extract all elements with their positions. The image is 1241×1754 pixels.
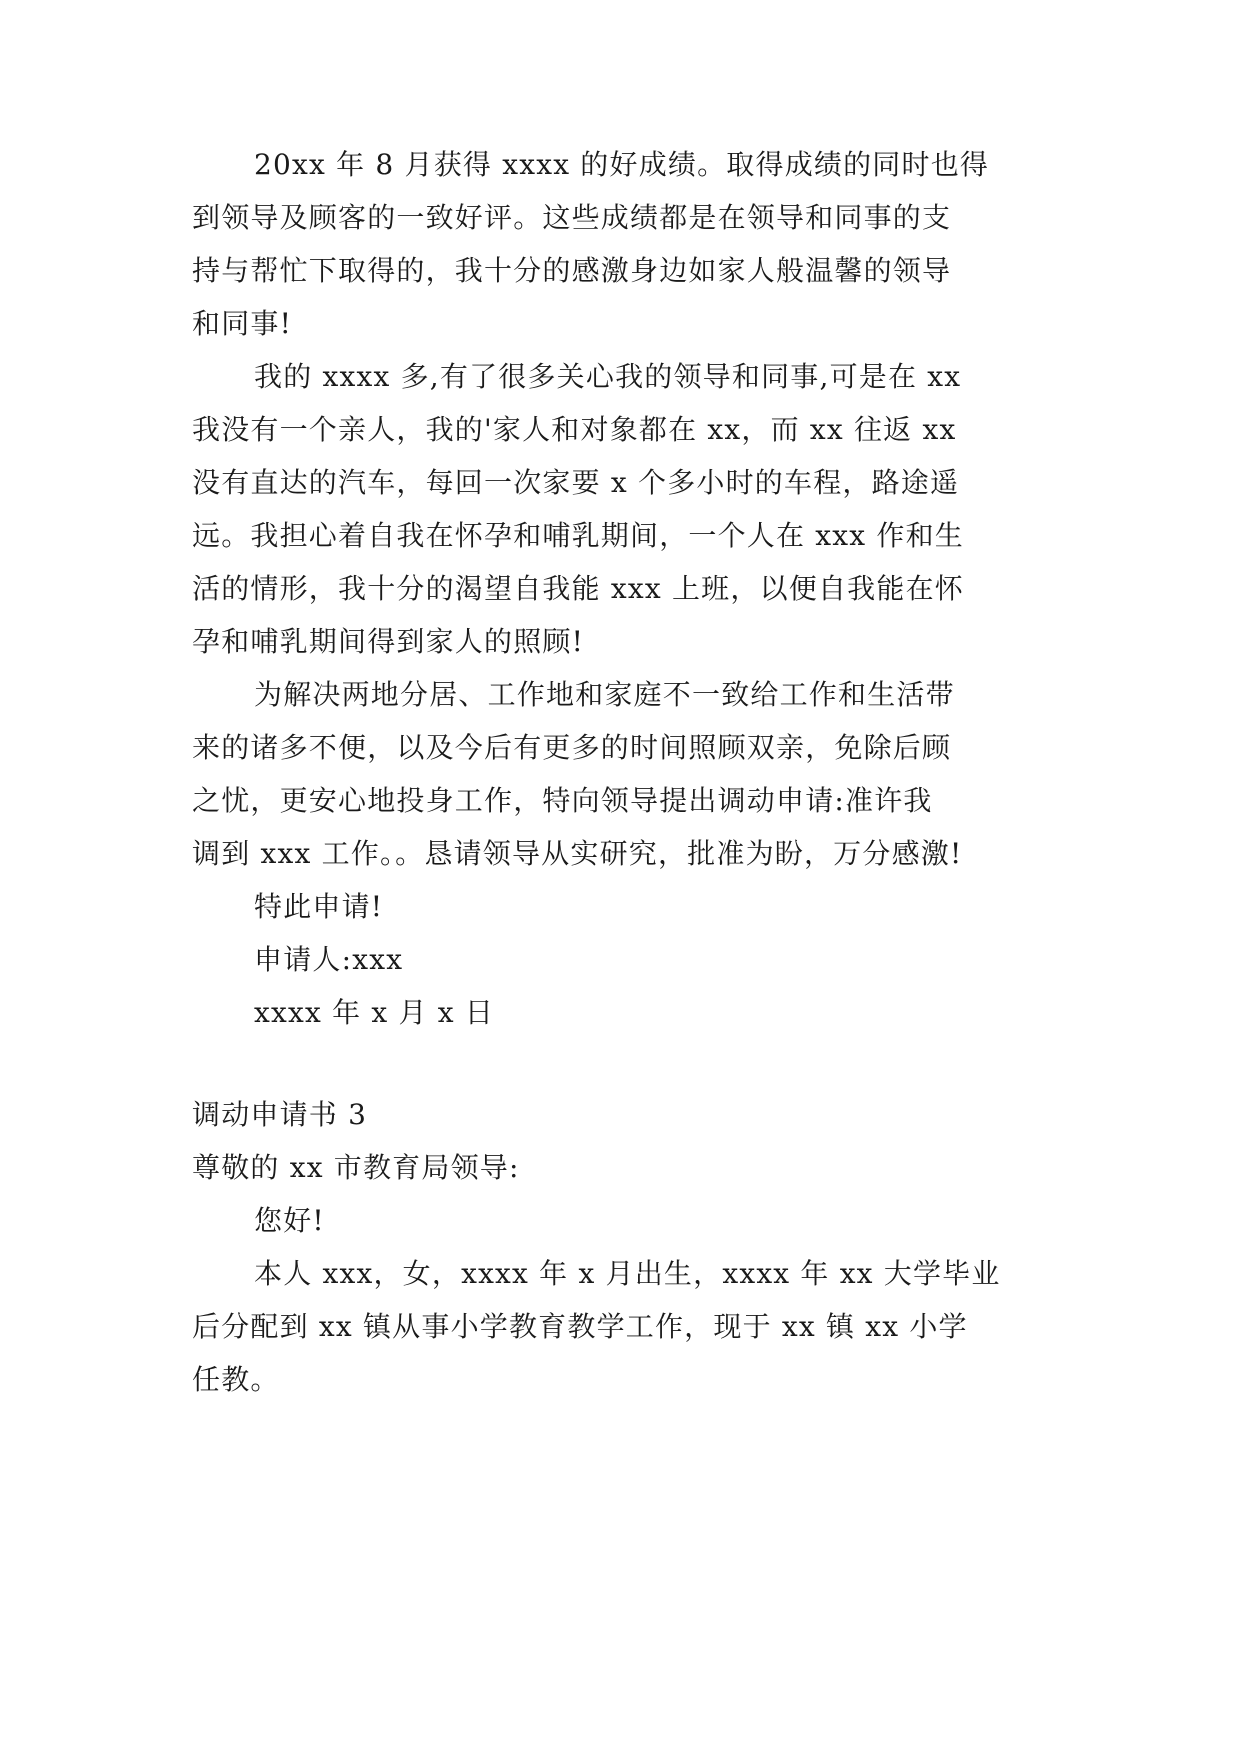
para3-line-1: 为解决两地分居、工作地和家庭不一致给工作和生活带 [254, 678, 955, 711]
applicant-line: 申请人:xxx [254, 943, 404, 976]
para2-line-2: 我没有一个亲人，我的'家人和对象都在 xx，而 xx 往返 xx [192, 413, 957, 446]
para1-line-1: 20xx 年 8 月获得 xxxx 的好成绩。取得成绩的同时也得 [254, 148, 990, 181]
date-line: xxxx 年 x 月 x 日 [254, 996, 495, 1029]
para1-line-4: 和同事! [192, 307, 293, 340]
para1-line-2: 到领导及顾客的一致好评。这些成绩都是在领导和同事的支 [192, 201, 952, 234]
para4-line-2: 后分配到 xx 镇从事小学教育教学工作，现于 xx 镇 xx 小学 [192, 1310, 968, 1343]
closing-text: 特此申请! [254, 890, 384, 923]
para2-line-4: 远。我担心着自我在怀孕和哺乳期间，一个人在 xxx 作和生 [192, 519, 964, 552]
para1-line-3: 持与帮忙下取得的，我十分的感激身边如家人般温馨的领导 [192, 254, 952, 287]
greeting: 您好! [254, 1204, 325, 1237]
salutation: 尊敬的 xx 市教育局领导: [192, 1151, 520, 1184]
para3-line-2: 来的诸多不便，以及今后有更多的时间照顾双亲，免除后顾 [192, 731, 952, 764]
para2-line-6: 孕和哺乳期间得到家人的照顾! [192, 625, 585, 658]
para2-line-5: 活的情形，我十分的渴望自我能 xxx 上班，以便自我能在怀 [192, 572, 964, 605]
para4-line-3: 任教。 [192, 1363, 280, 1396]
para2-line-3: 没有直达的汽车，每回一次家要 x 个多小时的车程，路途遥 [192, 466, 960, 499]
section-title: 调动申请书 3 [192, 1098, 368, 1131]
para2-line-1: 我的 xxxx 多,有了很多关心我的领导和同事,可是在 xx [254, 360, 962, 393]
para3-line-4: 调到 xxx 工作。。恳请领导从实研究，批准为盼，万分感激! [192, 837, 963, 870]
para4-line-1: 本人 xxx，女，xxxx 年 x 月出生，xxxx 年 xx 大学毕业 [254, 1257, 1001, 1290]
para3-line-3: 之忧，更安心地投身工作，特向领导提出调动申请:准许我 [192, 784, 933, 817]
